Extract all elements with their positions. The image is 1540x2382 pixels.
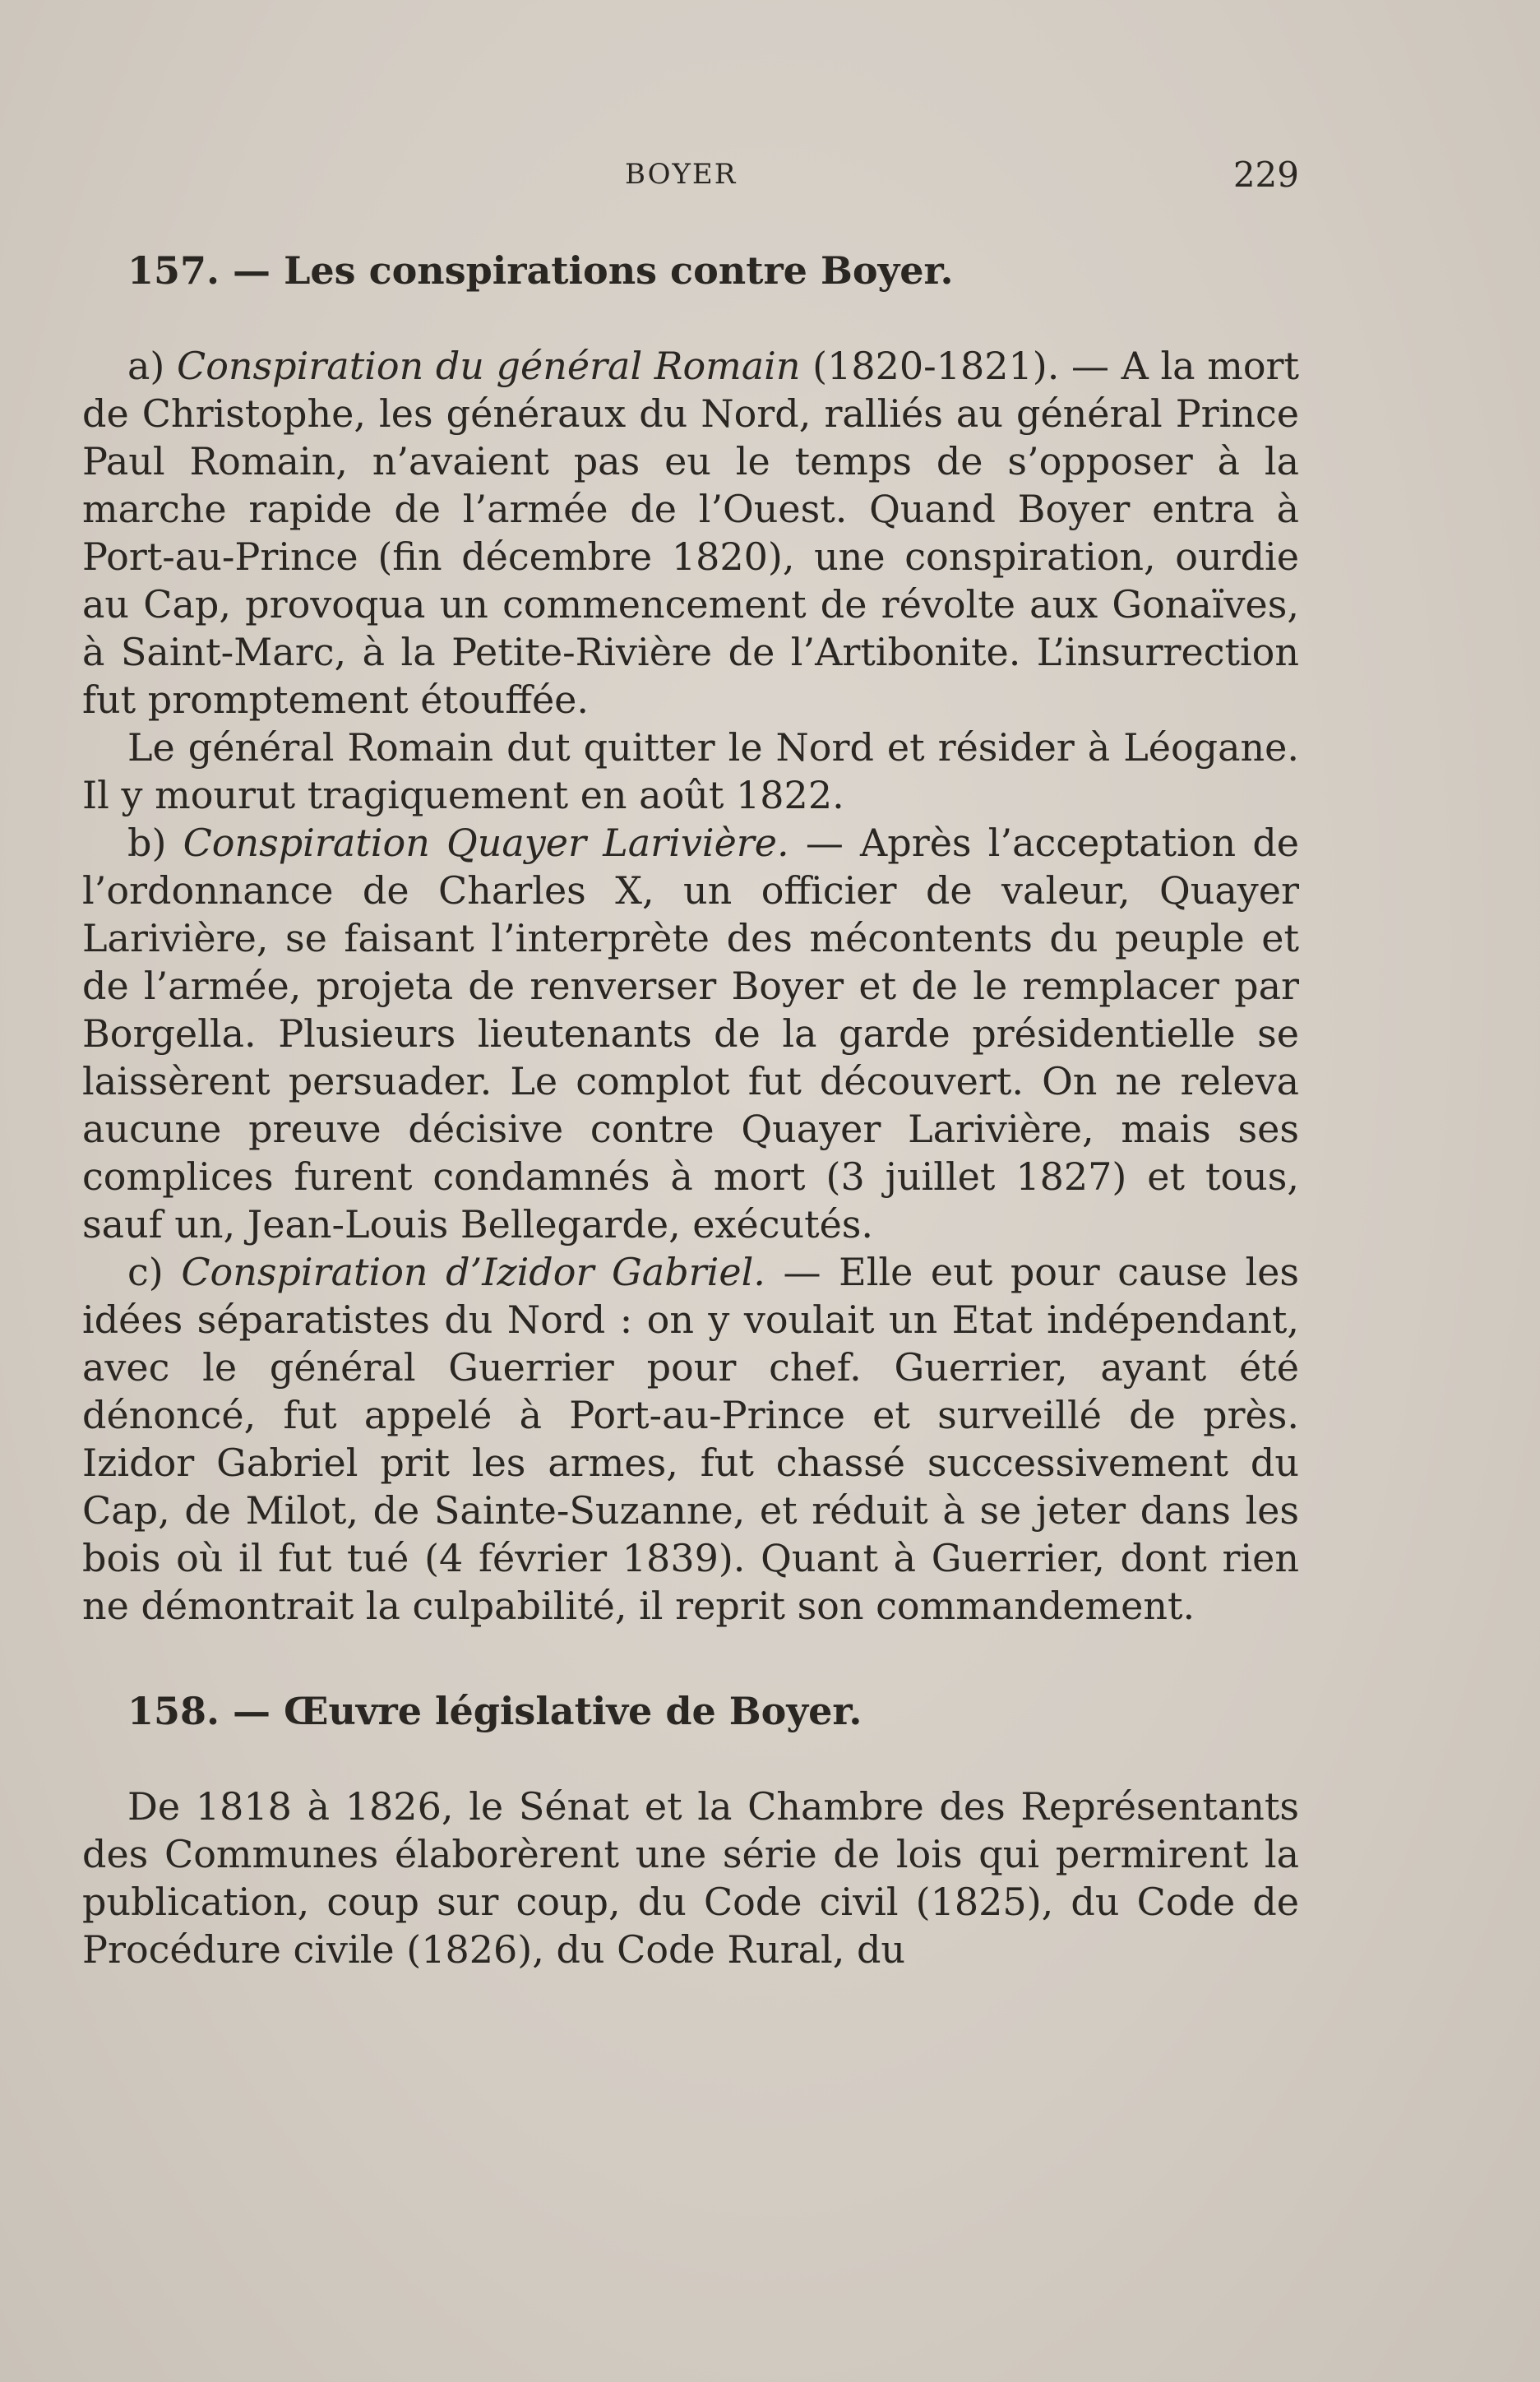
paragraph-conspiration-romain (82, 342, 1299, 724)
item-title-a: Conspiration du général Romain (177, 344, 801, 388)
item-title-c: Conspiration d’Izidor Gabriel. (181, 1250, 765, 1294)
section-heading-158: 158. — Œuvre législative de Boyer. (127, 1689, 862, 1733)
body-text (82, 247, 1299, 1973)
item-label-c: c) (127, 1250, 182, 1294)
section-heading-157: 157. — Les conspirations contre Boyer. (127, 248, 954, 293)
spacer (82, 1735, 1299, 1783)
running-title: BOYER (625, 158, 738, 191)
item-text-a: (1820-1821). — A la mort de Christophe, les généraux du Nord, ralliés au général Prince Paul Romain, n’avaient pas eu le temps de s’opposer à la marche rapide de l’armée de l’Ouest. Quand Boyer entra à Port-au-Prince (fin décembre 1820), une conspiration, ourdie au Cap, provoqua un commencement de révolte aux Gonaïves, à Saint-Marc, à la Petite-Rivière de l’Artibonite. L’insurrection fut promptement étouffée. (82, 344, 1299, 722)
paragraph-conspiration-lariviere (82, 819, 1299, 1248)
item-label-a: a) (127, 344, 177, 388)
running-head (82, 155, 1299, 196)
paragraph-oeuvre-legislative: De 1818 à 1826, le Sénat et la Chambre des Représentants des Communes élaborèrent une série de lois qui permirent la publication, coup sur coup, du Code civil (1825), du Code de Procédure civile (1826), du Code Rural, du (82, 1784, 1299, 1972)
item-title-b: Conspiration Quayer Larivière. (183, 821, 789, 865)
paragraph-romain-leogane: Le général Romain dut quitter le Nord et résider à Léogane. Il y mourut tragiquement en août 1822. (82, 725, 1299, 817)
spacer (82, 294, 1299, 342)
item-label-b: b) (127, 821, 183, 865)
paragraph-conspiration-gabriel (82, 1248, 1299, 1630)
item-text-c: — Elle eut pour cause les idées séparatistes du Nord : on y voulait un Etat indépendant, avec le général Guerrier pour chef. Guerrier, ayant été dénoncé, fut appelé à Port-au-Prince et surveillé de près. Izidor Gabriel prit les armes, fut chassé successivement du Cap, de Milot, de Sainte-Suzanne, et réduit à se jeter dans les bois où il fut tué (4 février 1839). Quant à Guerrier, dont rien ne démontrait la culpabilité, il reprit son commandement. (82, 1250, 1299, 1628)
page-number: 229 (1232, 155, 1299, 195)
spacer (82, 1630, 1299, 1687)
item-text-b: — Après l’acceptation de l’ordonnance de Charles X, un officier de valeur, Quayer Larivière, se faisant l’interprète des mécontents du peuple et de l’armée, projeta de renverser Boyer et de le remplacer par Borgella. Plusieurs lieutenants de la garde présidentielle se laissèrent persuader. Le complot fut découvert. On ne releva aucune preuve décisive contre Quayer Larivière, mais ses complices furent condamnés à mort (3 juillet 1827) et tous, sauf un, Jean-Louis Bellegarde, exécutés. (82, 821, 1300, 1247)
